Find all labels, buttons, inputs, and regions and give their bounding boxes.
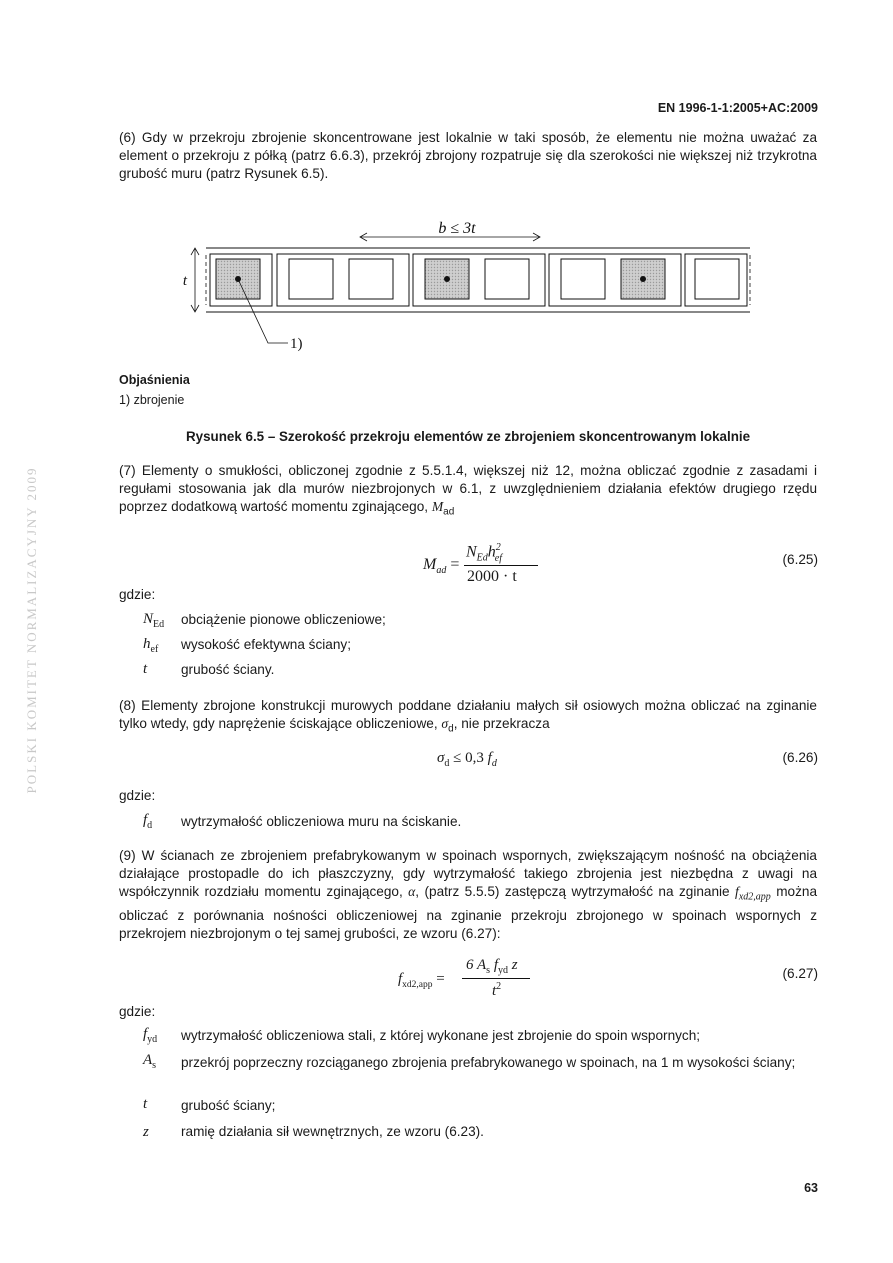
equation-number-6-25: (6.25) xyxy=(782,552,818,567)
gdzie-label: gdzie: xyxy=(119,587,156,602)
paragraph-9: (9) W ścianach ze zbrojeniem prefabrykowanym w spoinach wspornych, zwiększającym nośność na obciążenia działające prostopadle do ich płaszczyzny, gdy wytrzymałość takiego zbrojenia jest niezbędna z uwagi na współczynnik rozdziału momentu zginającego, α, (patrz 5.5.5) zastępczą wytrzymałość na zginanie $f_{xd2,app}$ można obliczać z porównania nośności obliczeniowej na zginanie przekroju zbrojonego w spoinach wspornych z przekrojem niezbrojonym o tej samej grubości, ze wzoru (6.27): xyxy=(119,848,818,941)
paragraph-7: (7) Elementy o smukłości, obliczonej zgodnie z 5.5.1.4, większej niż 12, można obliczać zgodnie z zasadami i regułami stosowania jak dla murów niezbrojonych w 6.1, z uwzględnieniem działania efektów drugiego rzędu poprzez dodatkową wartość momentu zginającego, $M_{ad}$ xyxy=(119,463,817,518)
watermark xyxy=(26,450,46,810)
equation-6-26: $\sigma_d \le 0,3$ $f_d$ xyxy=(437,750,497,769)
equation-6-27: $f_{xd2,app}$ = 6 $A_s$ $f_{yd}$ z $t^2$ xyxy=(398,957,538,1005)
document-header: EN 1996-1-1:2005+AC:2009 xyxy=(657,101,818,115)
equation-6-25: $M_{ad}$ = $N_{Ed}h^2_{ef}$ 2000 · t xyxy=(423,542,543,590)
figure-6-5 xyxy=(160,215,770,355)
equation-number-6-26: (6.26) xyxy=(782,750,818,765)
equation-number-6-27: (6.27) xyxy=(782,966,818,981)
rebar-dot xyxy=(235,276,241,282)
page-number: 63 xyxy=(804,1181,818,1195)
thickness-label: t xyxy=(182,273,188,289)
rebar-dot xyxy=(640,276,646,282)
watermark-text: POLSKI KOMITET NORMALIZACYJNY 2009 xyxy=(24,466,39,794)
gdzie-label: gdzie: xyxy=(119,788,156,803)
figure-caption: Rysunek 6.5 – Szerokość przekroju elementów ze zbrojeniem skoncentrowanym lokalnie xyxy=(185,429,751,444)
callout-label: 1) xyxy=(290,336,303,352)
gdzie-label: gdzie: xyxy=(119,1004,156,1019)
legend-title: Objaśnienia xyxy=(119,373,190,387)
paragraph-6: (6) Gdy w przekroju zbrojenie skoncentrowane jest lokalnie w taki sposób, że elementu nie można uważać za element o przekroju z półką (patrz 6.6.3), przekrój zbrojony rozpatruje się dla szerokości nie większej niż trzykrotna grubość muru (patrz Rysunek 6.5). xyxy=(119,130,817,181)
rebar-dot xyxy=(444,276,450,282)
dimension-label: b ≤ 3t xyxy=(438,220,476,237)
paragraph-8: (8) Elementy zbrojone konstrukcji murowych poddane działaniu małych sił osiowych można obliczać na zginanie tylko wtedy, gdy naprężenie ściskające obliczeniowe, $\sigma_d$, nie przekracza xyxy=(119,698,817,735)
legend-item: 1) zbrojenie xyxy=(119,393,185,407)
